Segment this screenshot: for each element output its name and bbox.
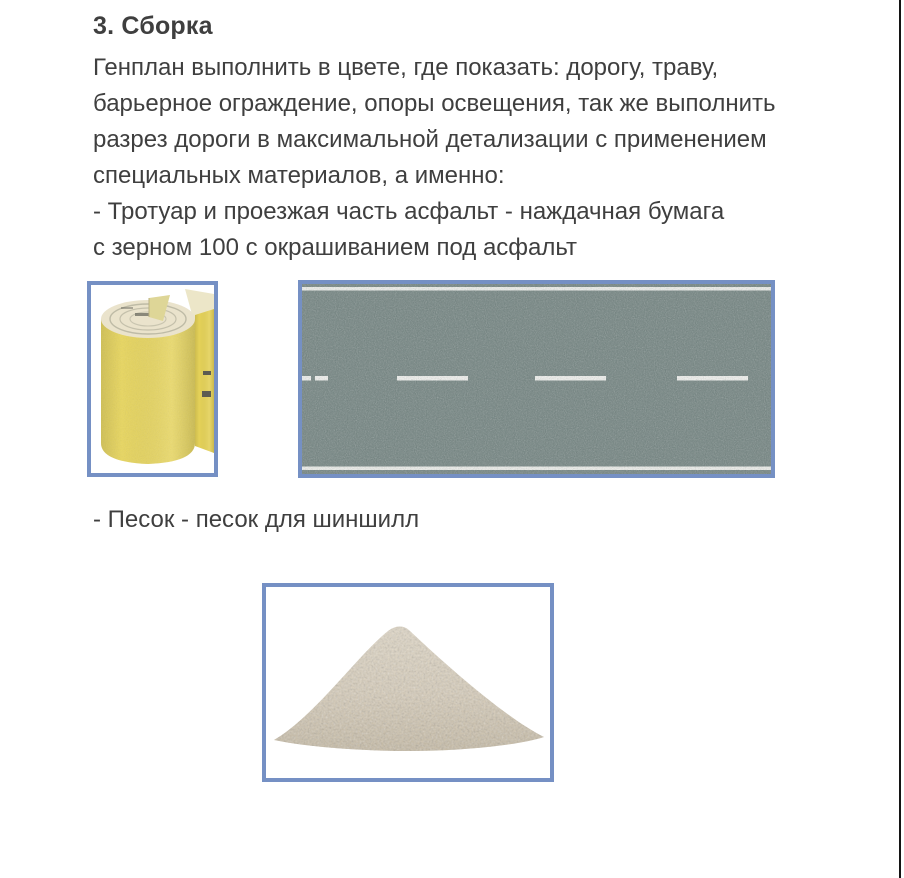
- page-edge-line: [899, 0, 901, 878]
- paragraph-line: барьерное ограждение, опоры освещения, так же выполнить: [93, 90, 776, 117]
- asphalt-road-drawing: [302, 284, 771, 474]
- paragraph-line: с зерном 100 с окрашиванием под асфальт: [93, 234, 578, 261]
- body-paragraph: [93, 50, 776, 266]
- paragraph-line: специальных материалов, а именно:: [93, 162, 505, 189]
- asphalt-road-image: [298, 280, 775, 478]
- flap-print-mark: [202, 391, 211, 397]
- section-heading: 3. Сборка: [93, 12, 213, 40]
- paragraph-line: разрез дороги в максимальной детализации с применением: [93, 126, 767, 153]
- sand-bullet-line: - Песок - песок для шиншилл: [93, 506, 420, 533]
- sandpaper-roll-drawing: [91, 285, 214, 473]
- paragraph-line: - Тротуар и проезжая часть асфальт - наждачная бумага: [93, 198, 725, 225]
- sand-pile-image: [262, 583, 554, 782]
- sand-pile-drawing: [266, 587, 550, 778]
- sandpaper-roll-image: [87, 281, 218, 477]
- flap-print-mark: [203, 371, 211, 375]
- paragraph-line: Генплан выполнить в цвете, где показать: дорогу, траву,: [93, 54, 719, 81]
